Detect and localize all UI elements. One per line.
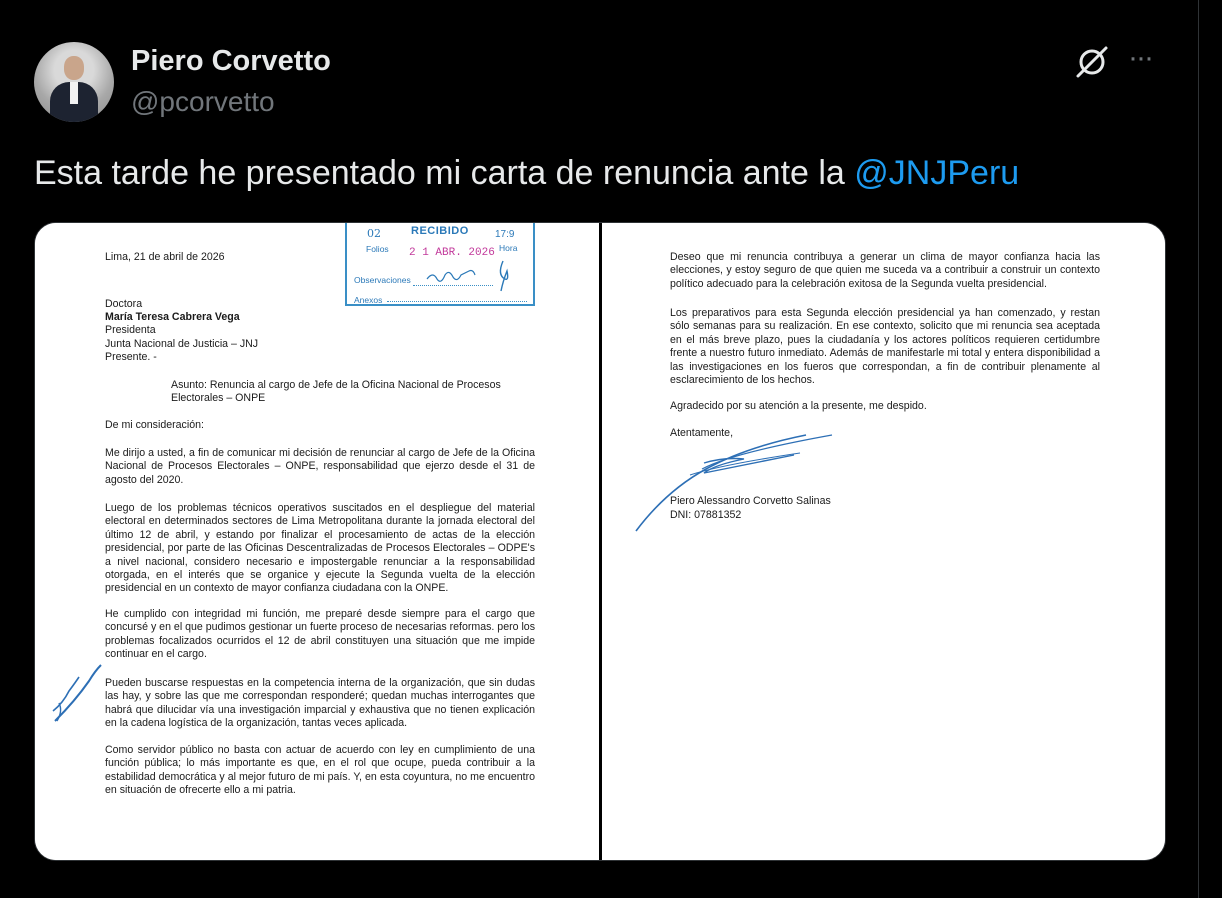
addressee-line: Presidenta: [105, 324, 156, 336]
user-handle[interactable]: @pcorvetto: [131, 86, 275, 117]
more-options-button[interactable]: [1128, 41, 1168, 76]
stamp-handwriting: [425, 259, 525, 293]
letter-paragraph: Los preparativos para esta Segunda elección presidencial ya han comenzado, y restan sólo semanas para su realización. En ese contexto, solicito que mi renuncia sea aceptada en el más breve plazo, pues la ciudadanía y los actores políticos requieren certidumbre frente a nuestro futuro inmediato. Además de manifestarle mi total y entera disponibilidad a las investigaciones en los fueros que correspondan, a fin de contribuir plenamente al esclarecimiento de los hechos.: [670, 307, 1100, 387]
more-horizontal-icon: ···: [1128, 41, 1152, 74]
signer-dni: DNI: 07881352: [670, 509, 742, 521]
stamp-hora-value: 17:9: [495, 229, 515, 240]
letter-date: Lima, 21 de abril de 2026: [105, 251, 225, 263]
stamp-folios-value: 02: [367, 227, 381, 240]
mention-link[interactable]: @JNJPeru: [854, 154, 1020, 192]
stamp-title: RECIBIDO: [411, 225, 469, 237]
letter-closing: Atentamente,: [670, 427, 734, 439]
letter-paragraph: Me dirijo a usted, a fin de comunicar mi decisión de renunciar al cargo de Jefe de la Oficina Nacional de Procesos Electorales – ONPE, responsabilidad que ejerzo desde el 31 de agosto del 2020.: [105, 447, 535, 486]
avatar[interactable]: [34, 42, 114, 122]
stamp-date: 2 1 ABR. 2026: [409, 247, 495, 259]
letter-paragraph: He cumplido con integridad mi función, me preparé desde siempre para el cargo que concursé y en el que pudimos gestionar un fuerte proceso de necesarias reformas. pero los problemas focalizados ocurridos el 12 de abril constituyen una situación que me impide continuar en el cargo.: [105, 608, 535, 661]
letter-greeting: De mi consideración:: [105, 419, 204, 431]
letter-paragraph: Pueden buscarse respuestas en la competencia interna de la organización, que sin dudas las hay, y sobre las que me correspondan responderé; quedan muchas interrogantes que habrá que dilucidar vía una investigación imparcial y exhaustiva que no tienen explicación en la cadena logística de la organización, tantas veces aplicada.: [105, 677, 535, 730]
tweet-media[interactable]: [34, 222, 1166, 861]
addressee-line: Junta Nacional de Justicia – JNJ: [105, 338, 259, 350]
tweet-text-body: Esta tarde he presentado mi carta de renuncia ante la: [34, 154, 855, 192]
letter-page-1: [35, 223, 599, 860]
letter-paragraph: Agradecido por su atención a la presente, me despido.: [670, 400, 927, 412]
avatar-shirt: [70, 82, 78, 104]
signer-name: Piero Alessandro Corvetto Salinas: [670, 495, 831, 507]
margin-initials: [49, 663, 113, 729]
grok-button[interactable]: [1074, 44, 1110, 80]
column-divider: [1198, 0, 1199, 898]
letter-subject: Asunto: Renuncia al cargo de Jefe de la Oficina Nacional de Procesos Electorales – ONPE: [171, 379, 501, 405]
avatar-head: [64, 56, 84, 80]
stamp-hora-label: Hora: [499, 243, 518, 253]
stamp-folios-label: Folios: [366, 244, 389, 254]
letter-paragraph: Luego de los problemas técnicos operativos suscitados en el despliegue del material electoral en determinados sectores de Lima Metropolitana durante la jornada electoral del último 12 de abril, y estando por finalizar el procesamiento de actas de la elección presidencial, por parte de las Oficinas Descentralizadas de Procesos Electorales – ODPE's a nivel nacional, considero necesario e impostergable renunciar a la responsabilidad otorgada, en el interés que se organice y ejecute la Segunda vuelta de la elección presidencial en un contexto de mayor confianza ciudadana con la ONPE.: [105, 502, 535, 595]
received-stamp: [345, 223, 535, 306]
display-name[interactable]: Piero Corvetto: [131, 45, 331, 77]
letter-paragraph: Deseo que mi renuncia contribuya a generar un clima de mayor confianza hacia las elecciones, y estoy seguro de que quien me suceda va a contribuir a construir un contexto político adecuado para la celebración exitosa de la Segunda vuelta presidencial.: [670, 251, 1100, 290]
letter-paragraph: Como servidor público no basta con actuar de acuerdo con ley en cumplimiento de una función pública; lo más importante es que, en el rol que ocupe, pueda contribuir a la estabilidad democrática y al mejor futuro de mi país. Y, en esta coyuntura, no me encuentro en situación de ofrecerte ello a mi patria.: [105, 744, 535, 797]
grok-icon: [1074, 44, 1110, 80]
stamp-line: [387, 301, 527, 302]
addressee-line: María Teresa Cabrera Vega: [105, 311, 240, 323]
stamp-anexos-label: Anexos: [354, 295, 383, 305]
addressee-line: Presente. -: [105, 351, 157, 363]
letter-page-2: [602, 223, 1165, 860]
tweet-text: [34, 154, 1019, 193]
addressee-line: Doctora: [105, 298, 143, 310]
stamp-observaciones-label: Observaciones: [354, 275, 411, 285]
